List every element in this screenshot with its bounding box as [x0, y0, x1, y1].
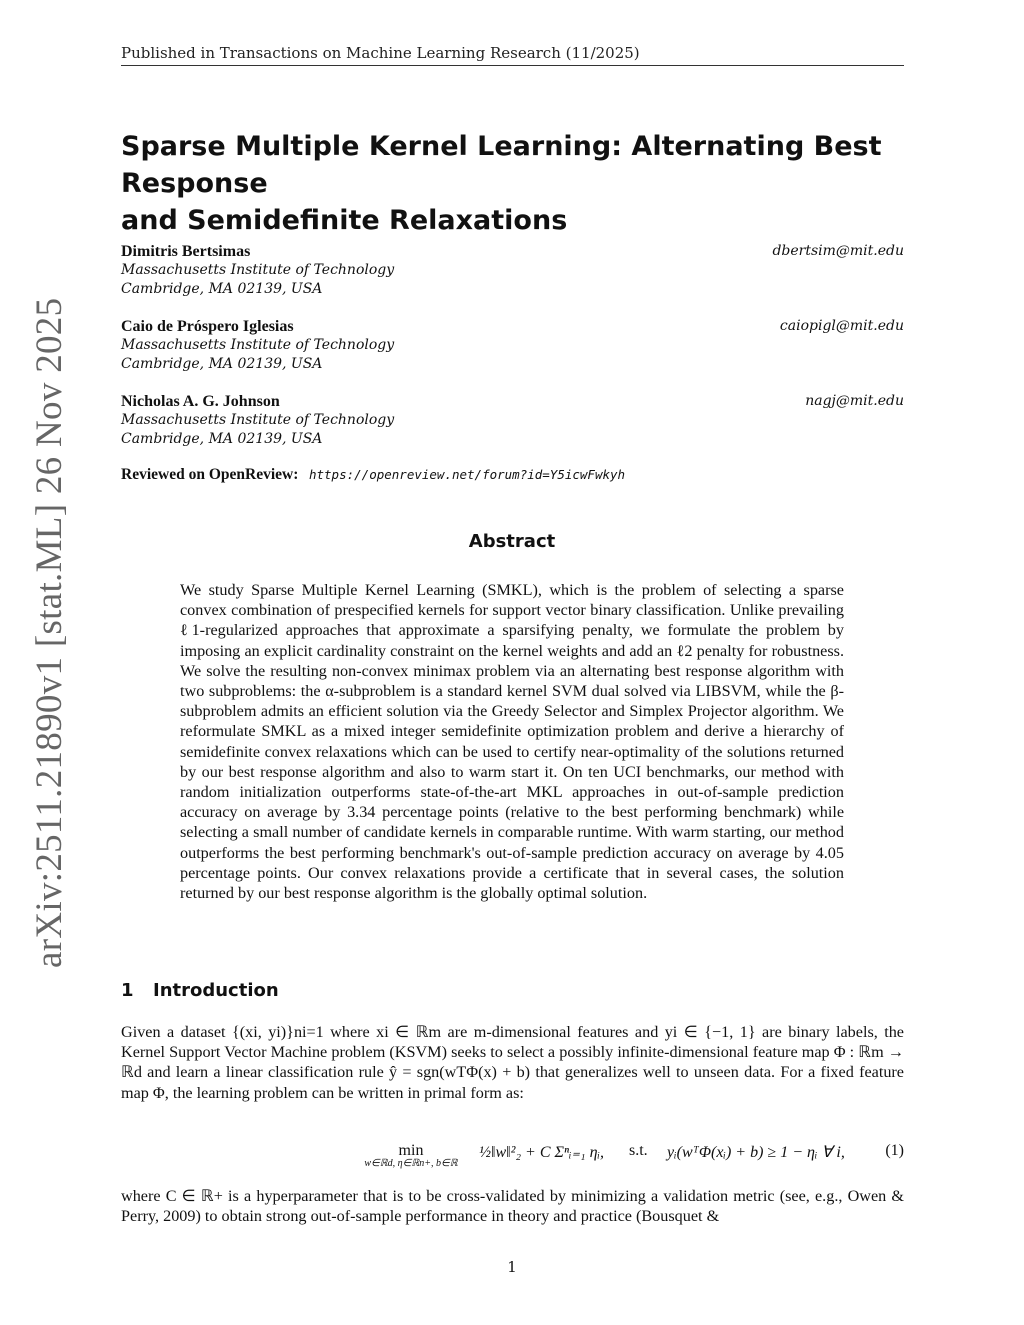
openreview-label: Reviewed on OpenReview:	[121, 466, 299, 483]
title-line-1: Sparse Multiple Kernel Learning: Alternating Best Response	[121, 131, 882, 199]
openreview-link[interactable]: https://openreview.net/forum?id=Y5icwFwkyh	[308, 467, 626, 482]
intro-paragraph: Given a dataset {(xi, yi)}ni=1 where xi ∈ ℝm are m-dimensional features and yi ∈ {−1, 1} are binary labels, the Kernel Support Vector Machine problem (KSVM) seeks to select a possibly infinite-dimensional feature map Φ : ℝm → ℝd and learn a linear classification rule ŷ = sgn(wTΦ(x) + b) that generalizes well to unseen data. For a fixed feature map Φ, the learning problem can be written in primal form as:	[121, 1023, 904, 1102]
author-name: Nicholas A. G. Johnson	[121, 393, 280, 410]
author-email[interactable]: nagj@mit.edu	[805, 393, 904, 409]
section-heading	[121, 980, 279, 1001]
header-rule	[121, 65, 904, 66]
author-affiliation: Massachusetts Institute of Technology	[121, 337, 395, 353]
author-address: Cambridge, MA 02139, USA	[121, 356, 323, 372]
equation-objective: ½‖w‖²₂ + C Σⁿᵢ₌₁ ηᵢ,	[479, 1144, 605, 1161]
equation-min	[356, 1142, 466, 1169]
author-block	[121, 317, 904, 374]
page-number: 1	[507, 1258, 517, 1276]
author-block	[121, 392, 904, 449]
author-email[interactable]: dbertsim@mit.edu	[772, 243, 904, 259]
author-address: Cambridge, MA 02139, USA	[121, 281, 323, 297]
arxiv-identifier-stamp[interactable]: arXiv:2511.21890v1 [stat.ML] 26 Nov 2025	[29, 297, 70, 968]
section-title: Introduction	[153, 980, 279, 1001]
abstract-heading: Abstract	[468, 531, 556, 552]
author-affiliation: Massachusetts Institute of Technology	[121, 262, 395, 278]
author-block	[121, 242, 904, 299]
equation-number: (1)	[885, 1142, 904, 1159]
author-name: Dimitris Bertsimas	[121, 243, 251, 260]
title-line-2: and Semidefinite Relaxations	[121, 205, 568, 236]
author-name: Caio de Próspero Iglesias	[121, 318, 294, 335]
running-header: Published in Transactions on Machine Learning Research (11/2025)	[121, 44, 640, 62]
abstract-text: We study Sparse Multiple Kernel Learning (SMKL), which is the problem of selecting a sparse convex combination of prespecified kernels for support vector binary classification. Unlike prevailing ℓ1-regularized approaches that approximate a sparsifying penalty, we formulate the problem by imposing an explicit cardinality constraint on the kernel weights and add an ℓ2 penalty for robustness. We solve the resulting non-convex minimax problem via an alternating best response algorithm with two subproblems: the α-subproblem is a standard kernel SVM dual solved via LIBSVM, while the β-subproblem admits an efficient solution via the Greedy Selector and Simplex Projector algorithm. We reformulate SMKL as a mixed integer semidefinite optimization problem and derive a hierarchy of semidefinite convex relaxations which can be used to certify near-optimality of the solutions returned by our best response algorithm and also to warm start it. On ten UCI benchmarks, our method with random initialization outperforms state-of-the-art MKL approaches in out-of-sample prediction accuracy on average by 3.34 percentage points (relative to the best performing benchmark) while selecting a small number of candidate kernels in comparable runtime. With warm starting, our method outperforms the best performing benchmark's out-of-sample prediction accuracy on average by 4.05 percentage points. Our convex relaxations provide a certificate that in several cases, the solution returned by our best response algorithm is the globally optimal solution.	[180, 581, 844, 903]
author-affiliation: Massachusetts Institute of Technology	[121, 412, 395, 428]
section-number: 1	[121, 980, 134, 1001]
equation-min-subscript: w∈ℝd, η∈ℝn+, b∈ℝ	[364, 1158, 458, 1169]
post-equation-text: where C ∈ ℝ+ is a hyperparameter that is to be cross-validated by minimizing a validation metric (see, e.g., Owen & Perry, 2009) to obtain strong out-of-sample performance in theory and practice (Bousquet &	[121, 1187, 904, 1226]
equation-min-operator: min	[398, 1142, 424, 1159]
equation-st: s.t.	[629, 1142, 648, 1159]
author-address: Cambridge, MA 02139, USA	[121, 431, 323, 447]
equation-1	[121, 1126, 904, 1186]
paper-title	[121, 128, 921, 239]
equation-constraint: yᵢ(wᵀΦ(xᵢ) + b) ≥ 1 − ηᵢ ∀ i,	[667, 1144, 845, 1161]
author-email[interactable]: caiopigl@mit.edu	[779, 318, 904, 334]
openreview-line	[121, 466, 625, 484]
